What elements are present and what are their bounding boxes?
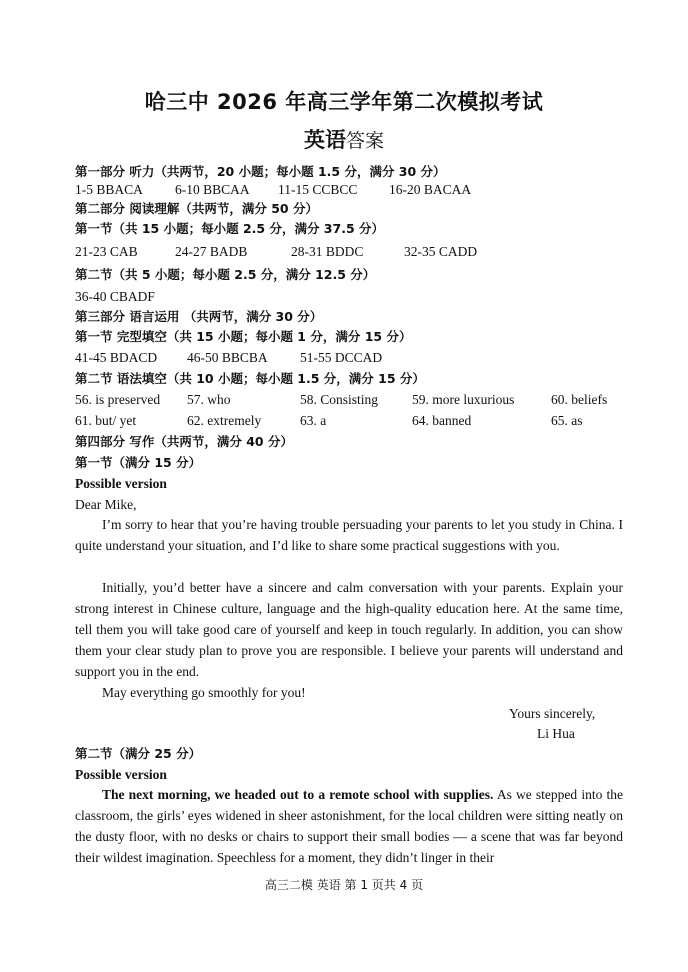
answer-group: 11-15 CCBCC xyxy=(278,182,358,197)
part1-heading: 第一部分 听力（共两节，20 小题；每小题 1.5 分，满分 30 分） xyxy=(75,164,446,179)
part4-sec1-heading: 第一节（满分 15 分） xyxy=(75,455,202,470)
grammar-answers-row1 xyxy=(75,392,635,408)
grammar-answer: 58. Consisting xyxy=(300,392,379,407)
possible-version-label-2: Possible version xyxy=(75,767,167,782)
letter-paragraph-3: May everything go smoothly for you! xyxy=(102,685,306,700)
grammar-answer: 61. but/ yet xyxy=(75,413,137,428)
answer-group: 46-50 BBCBA xyxy=(187,350,268,365)
part3-sec1-heading: 第一节 完型填空（共 15 小题；每小题 1 分，满分 15 分） xyxy=(75,329,412,344)
answer-group: 41-45 BDACD xyxy=(75,350,158,365)
answer-group: 16-20 BACAA xyxy=(389,182,472,197)
answer-group: 1-5 BBACA xyxy=(75,182,143,197)
grammar-answer: 65. as xyxy=(551,413,583,428)
part3-heading: 第三部分 语言运用 （共两节，满分 30 分） xyxy=(75,309,323,324)
subtitle-answer: 答案 xyxy=(345,130,384,152)
part3-sec1-answers xyxy=(75,350,635,366)
answer-group: 24-27 BADB xyxy=(175,244,248,259)
exam-title: 哈三中 2026 年高三学年第二次模拟考试 xyxy=(144,90,544,114)
grammar-answer: 63. a xyxy=(300,413,327,428)
letter-paragraph-2: Initially, you’d better have a sincere and calm conversation with your parents. Explain your strong interest in Chinese culture, language and the high-quality education here. At the same time, tell them you will take good care of yourself and keep in touch regularly. In addition, you can show them your clear study plan to prove you are responsible. I believe your parents will understand and support you in the end. xyxy=(75,580,623,679)
subtitle-subject: 英语 xyxy=(303,127,346,152)
grammar-answer: 59. more luxurious xyxy=(412,392,515,407)
letter-paragraph-1: I’m sorry to hear that you’re having trouble persuading your parents to let you study in China. I quite understand your situation, and I’d like to share some practical suggestions with you. xyxy=(75,517,623,553)
answer-group: 51-55 DCCAD xyxy=(300,350,383,365)
continuation-paragraph xyxy=(75,784,623,868)
part2-sec2-heading: 第二节（共 5 小题；每小题 2.5 分，满分 12.5 分） xyxy=(75,267,376,282)
part2-sec1-heading: 第一节（共 15 小题；每小题 2.5 分，满分 37.5 分） xyxy=(75,221,384,236)
grammar-answer: 64. banned xyxy=(412,413,472,428)
grammar-answer: 60. beliefs xyxy=(551,392,608,407)
grammar-answers-row2 xyxy=(75,413,635,429)
grammar-answer: 57. who xyxy=(187,392,231,407)
part1-answers xyxy=(75,182,635,198)
part2-sec2-answers: 36-40 CBADF xyxy=(75,289,155,304)
letter-signature: Li Hua xyxy=(537,726,575,741)
part2-sec1-answers xyxy=(75,244,635,260)
part4-sec2-heading: 第二节（满分 25 分） xyxy=(75,746,202,761)
exam-subtitle xyxy=(0,124,688,154)
page-footer: 高三二模 英语 第 1 页共 4 页 xyxy=(264,878,424,892)
grammar-answer: 56. is preserved xyxy=(75,392,161,407)
grammar-answer: 62. extremely xyxy=(187,413,262,428)
answer-group: 32-35 CADD xyxy=(404,244,478,259)
part4-heading: 第四部分 写作（共两节，满分 40 分） xyxy=(75,434,293,449)
continuation-opening-sentence: The next morning, we headed out to a remote school with supplies. xyxy=(102,787,494,802)
answer-group: 6-10 BBCAA xyxy=(175,182,250,197)
possible-version-label: Possible version xyxy=(75,476,167,491)
continuation-text: As we stepped into the classroom, the girls’ eyes widened in sheer astonishment, for the local children were sitting neatly on the dusty floor, with no desks or chairs to support their small bodies — a scene that was far beyond their wildest imagination. Speechless for a moment, they didn’t linger in their xyxy=(75,787,623,865)
part3-sec2-heading: 第二节 语法填空（共 10 小题；每小题 1.5 分，满分 15 分） xyxy=(75,371,425,386)
answer-group: 21-23 CAB xyxy=(75,244,138,259)
part2-heading: 第二部分 阅读理解（共两节，满分 50 分） xyxy=(75,201,318,216)
answer-group: 28-31 BDDC xyxy=(291,244,364,259)
letter-closing: Yours sincerely, xyxy=(509,706,596,721)
letter-greeting: Dear Mike, xyxy=(75,497,137,512)
